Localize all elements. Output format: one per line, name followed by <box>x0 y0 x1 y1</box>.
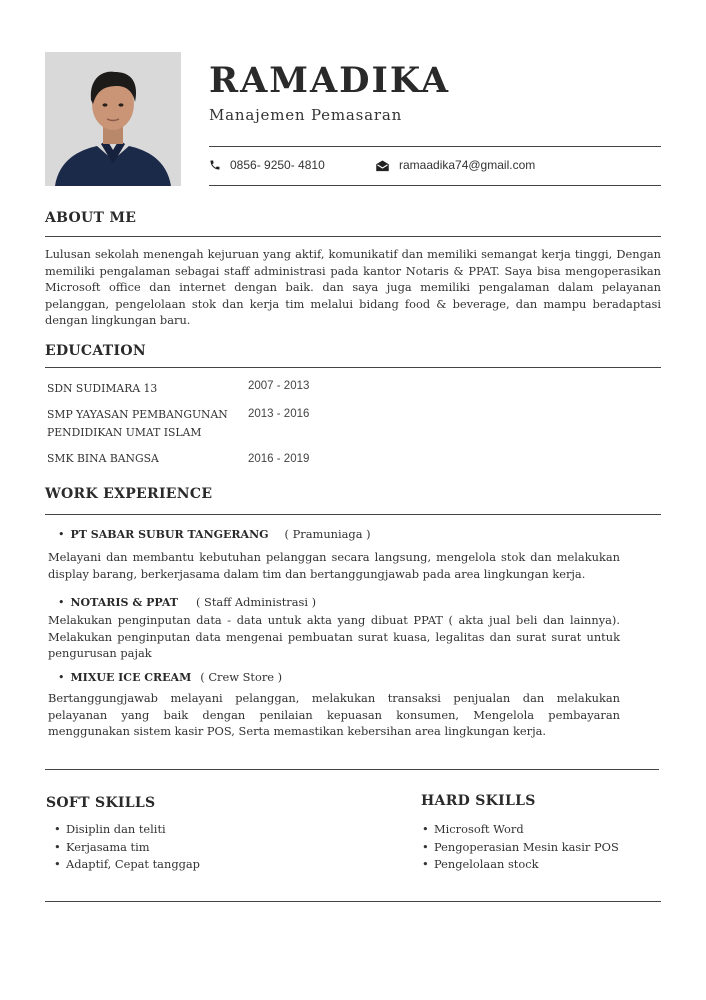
education-school: SDN SUDIMARA 13 <box>47 382 158 395</box>
about-text: Lulusan sekolah menengah kejuruan yang aktif, komunikatif dan memiliki semangat kerja tinggi, Dengan memiliki pengalaman sebagai staff administrasi pada kantor Notaris & PPAT. Saya bisa mengoperasikan Microsoft office dan internet dengan baik. dan saya juga memiliki pengalaman dalam pelayanan pelanggan, pengelolaan stok dan kerja tim melalui bidang food & beverage, dan mampu beradaptasi dengan lingkungan baru. <box>45 247 661 327</box>
job-header <box>58 527 371 541</box>
job-role: ( Crew Store ) <box>200 670 283 684</box>
job-description: Melayani dan membantu kebutuhan pelanggan secara langsung, mengelola stok dan melakukan display barang, berkerjasama dalam tim dan bertanggungjawab pada area lingkungan kerja. <box>48 550 620 581</box>
envelope-icon <box>375 159 390 172</box>
bullet: • <box>58 596 65 609</box>
hard-skills-heading: HARD SKILLS <box>421 793 536 809</box>
job-description: Melakukan penginputan data - data untuk akta yang dibuat PPAT ( akta jual beli dan lainnya). Melakukan penginputan data mengenai pembuatan surat kuasa, legalitas dan surat surat untuk pengurusan pajak <box>48 613 620 660</box>
header-divider-top <box>209 146 661 147</box>
soft-skill-item: • Kerjasama tim <box>54 839 200 857</box>
phone-number: 0856- 9250- 4810 <box>230 158 325 172</box>
job-role: ( Staff Administrasi ) <box>195 595 317 609</box>
soft-skills-heading: SOFT SKILLS <box>46 795 156 811</box>
education-years: 2013 - 2016 <box>248 408 310 420</box>
candidate-name: RAMADIKA <box>209 60 451 101</box>
about-divider <box>45 236 661 237</box>
phone-contact <box>209 158 325 172</box>
hard-skill-item: • Pengelolaan stock <box>422 856 619 874</box>
education-years: 2016 - 2019 <box>248 453 310 465</box>
candidate-title: Manajemen Pemasaran <box>209 106 403 124</box>
education-divider <box>45 367 661 368</box>
soft-skill-item: • Adaptif, Cepat tanggap <box>54 856 200 874</box>
phone-icon <box>209 158 221 172</box>
education-years: 2007 - 2013 <box>248 380 310 392</box>
job-header <box>58 670 282 684</box>
job-role: ( Pramuniaga ) <box>284 527 371 541</box>
education-heading: EDUCATION <box>45 343 146 359</box>
job-company: NOTARIS & PPAT <box>70 596 178 609</box>
soft-skills-list <box>54 821 200 874</box>
skills-divider-top <box>45 769 659 770</box>
job-description: Bertanggungjawab melayani pelanggan, melakukan transaksi penjualan dan melakukan pelayanan yang baik dengan penilaian kepuasan konsumen, Mengelola pembayaran menggunakan sistem kasir POS, Serta memastikan kebersihan area lingkungan kerja. <box>48 691 620 738</box>
education-school: SMK BINA BANGSA <box>47 452 159 465</box>
person-portrait <box>45 52 181 186</box>
profile-photo <box>45 52 181 186</box>
hard-skills-list <box>422 821 619 874</box>
soft-skill-item: • Disiplin dan teliti <box>54 821 200 839</box>
email-address: ramaadika74@gmail.com <box>399 158 536 172</box>
job-header <box>58 595 316 609</box>
job-company: PT SABAR SUBUR TANGERANG <box>70 528 269 541</box>
job-company: MIXUE ICE CREAM <box>70 671 192 684</box>
work-divider <box>45 514 661 515</box>
hard-skill-item: • Microsoft Word <box>422 821 619 839</box>
bullet: • <box>58 671 65 684</box>
bullet: • <box>58 528 65 541</box>
education-school: SMP YAYASAN PEMBANGUNAN PENDIDIKAN UMAT ISLAM <box>47 408 228 439</box>
about-heading: ABOUT ME <box>45 210 137 226</box>
skills-divider-bottom <box>45 901 661 902</box>
hard-skill-item: • Pengoperasian Mesin kasir POS <box>422 839 619 857</box>
header-divider-bottom <box>209 185 661 186</box>
work-heading: WORK EXPERIENCE <box>45 486 213 502</box>
email-contact <box>375 158 535 172</box>
